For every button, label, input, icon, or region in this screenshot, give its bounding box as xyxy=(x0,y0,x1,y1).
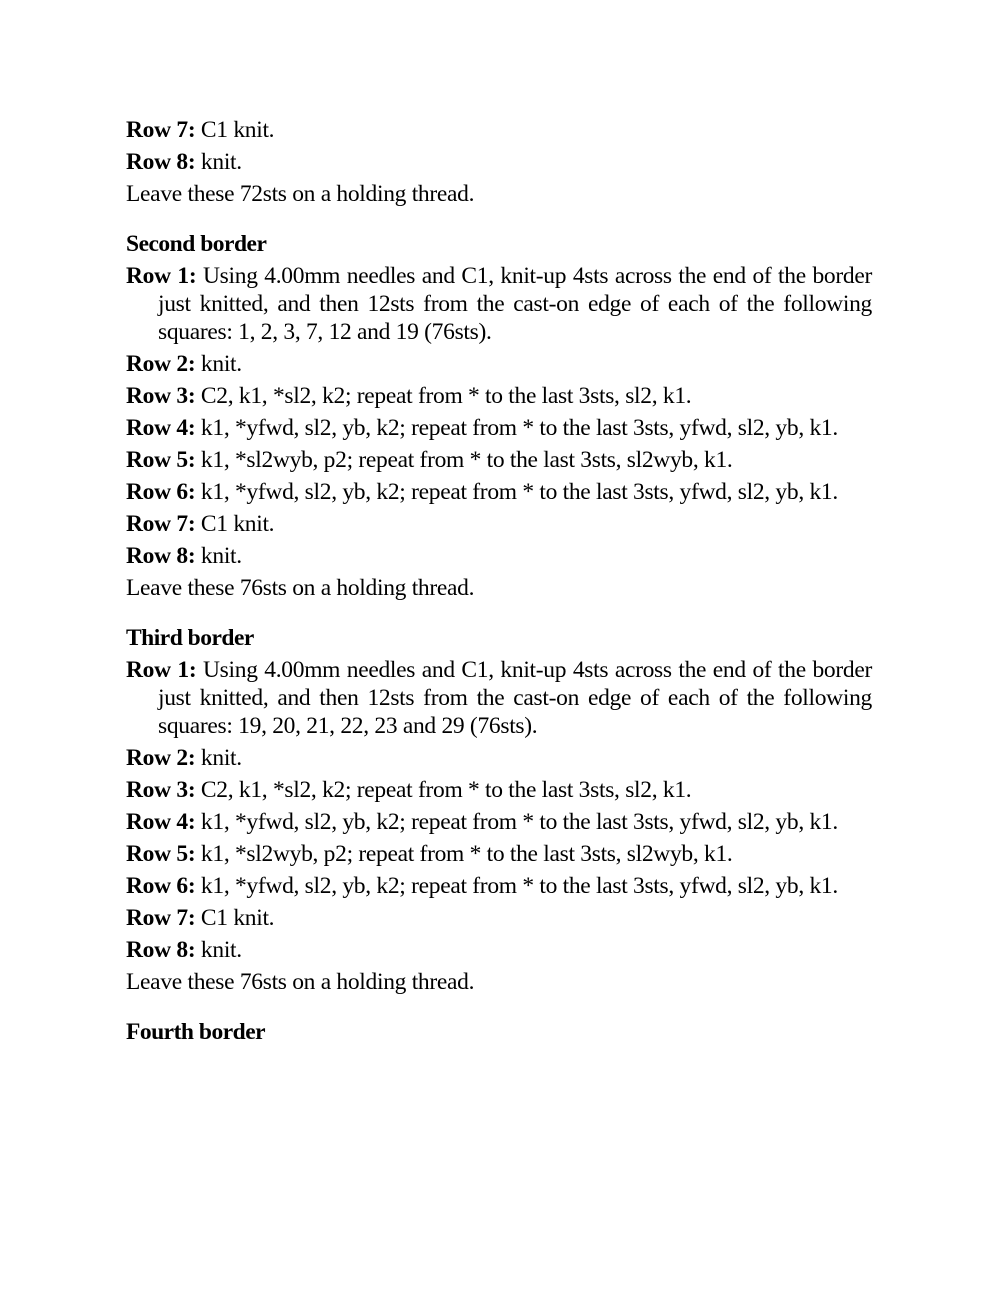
row-label: Row 7: xyxy=(126,511,196,537)
row-label: Row 6: xyxy=(126,873,196,899)
row-label: Row 7: xyxy=(126,117,196,143)
row-text: knit. xyxy=(195,937,242,963)
row-label: Row 2: xyxy=(126,351,196,377)
instruction-row xyxy=(126,116,872,144)
row-text: knit. xyxy=(195,149,242,175)
row-text: k1, *yfwd, sl2, yb, k2; repeat from * to the last 3sts, yfwd, sl2, yb, k1. xyxy=(195,479,838,505)
row-label: Row 5: xyxy=(126,447,196,473)
instruction-row xyxy=(126,840,872,868)
instruction-row xyxy=(126,414,872,442)
row-text: k1, *yfwd, sl2, yb, k2; repeat from * to the last 3sts, yfwd, sl2, yb, k1. xyxy=(195,873,838,899)
holding-note: Leave these 76sts on a holding thread. xyxy=(126,575,475,601)
row-text: knit. xyxy=(195,351,242,377)
row-label: Row 1: xyxy=(126,657,197,683)
row-text: Using 4.00mm needles and C1, knit-up 4sts across the end of the border just knitted, and then 12sts from the cast-on edge of each of the following squares: 19, 20, 21, 22, 23 and 29 (76sts). xyxy=(158,657,872,739)
instruction-row xyxy=(126,936,872,964)
row-label: Row 8: xyxy=(126,543,196,569)
section-heading: Third border xyxy=(126,625,254,651)
intro-section xyxy=(126,116,872,208)
row-label: Row 4: xyxy=(126,809,196,835)
instruction-row xyxy=(126,872,872,900)
holding-note: Leave these 76sts on a holding thread. xyxy=(126,969,475,995)
fourth-border-section xyxy=(126,1018,872,1046)
instruction-row xyxy=(126,776,872,804)
instruction-row xyxy=(126,510,872,538)
holding-note: Leave these 72sts on a holding thread. xyxy=(126,181,475,207)
row-text: k1, *sl2wyb, p2; repeat from * to the last 3sts, sl2wyb, k1. xyxy=(195,447,733,473)
row-text: C1 knit. xyxy=(195,905,275,931)
row-text: C2, k1, *sl2, k2; repeat from * to the last 3sts, sl2, k1. xyxy=(195,383,692,409)
row-label: Row 3: xyxy=(126,383,196,409)
row-label: Row 3: xyxy=(126,777,196,803)
row-text: k1, *yfwd, sl2, yb, k2; repeat from * to the last 3sts, yfwd, sl2, yb, k1. xyxy=(195,809,838,835)
row-label: Row 6: xyxy=(126,479,196,505)
row-text: C1 knit. xyxy=(195,511,275,537)
third-border-section xyxy=(126,624,872,996)
instruction-row xyxy=(126,904,872,932)
instruction-row xyxy=(126,656,872,740)
instruction-row xyxy=(126,744,872,772)
row-label: Row 2: xyxy=(126,745,196,771)
row-label: Row 1: xyxy=(126,263,197,289)
row-text: k1, *yfwd, sl2, yb, k2; repeat from * to the last 3sts, yfwd, sl2, yb, k1. xyxy=(195,415,838,441)
instruction-row xyxy=(126,478,872,506)
row-text: Using 4.00mm needles and C1, knit-up 4sts across the end of the border just knitted, and then 12sts from the cast-on edge of each of the following squares: 1, 2, 3, 7, 12 and 19 (76sts). xyxy=(158,263,872,345)
section-heading: Fourth border xyxy=(126,1019,266,1045)
instruction-row xyxy=(126,542,872,570)
row-text: knit. xyxy=(195,543,242,569)
row-label: Row 4: xyxy=(126,415,196,441)
row-label: Row 8: xyxy=(126,149,196,175)
instruction-row xyxy=(126,350,872,378)
row-text: k1, *sl2wyb, p2; repeat from * to the last 3sts, sl2wyb, k1. xyxy=(195,841,733,867)
section-heading: Second border xyxy=(126,231,267,257)
instruction-row xyxy=(126,148,872,176)
row-text: knit. xyxy=(195,745,242,771)
second-border-section xyxy=(126,230,872,602)
row-label: Row 7: xyxy=(126,905,196,931)
row-label: Row 8: xyxy=(126,937,196,963)
instruction-row xyxy=(126,262,872,346)
row-text: C1 knit. xyxy=(195,117,275,143)
row-text: C2, k1, *sl2, k2; repeat from * to the last 3sts, sl2, k1. xyxy=(195,777,692,803)
instruction-row xyxy=(126,808,872,836)
instruction-row xyxy=(126,446,872,474)
document-page xyxy=(126,116,872,1050)
instruction-row xyxy=(126,382,872,410)
row-label: Row 5: xyxy=(126,841,196,867)
